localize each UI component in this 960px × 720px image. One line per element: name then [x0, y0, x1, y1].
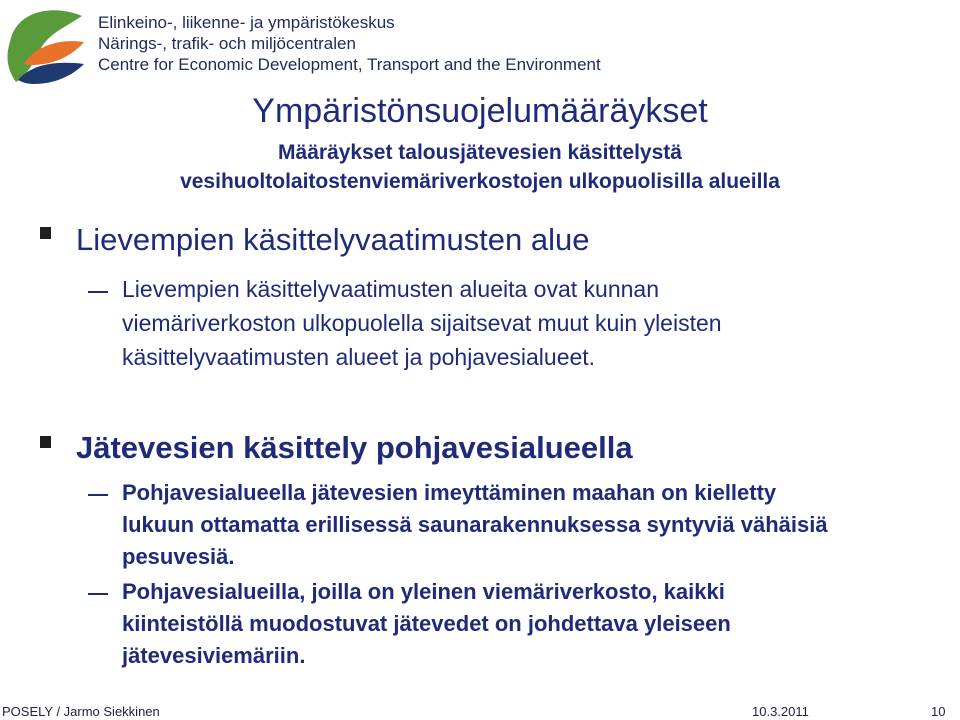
dash-bullet-icon	[88, 593, 108, 595]
section2-item1	[122, 477, 952, 573]
slide-subtitle-line1: Määräykset talousjätevesien käsittelystä	[278, 141, 682, 164]
dash-bullet-icon	[88, 291, 108, 293]
section2-item2-line3: jätevesiviemäriin.	[122, 643, 306, 668]
organization-name	[98, 12, 601, 75]
section1-line1: Lievempien käsittelyvaatimusten alueita ovat kunnan	[122, 276, 659, 302]
section2-item1-line2: lukuun ottamatta erillisessä saunarakennuksessa syntyviä vähäisiä	[122, 512, 828, 537]
section2-heading: Jätevesien käsittely pohjavesialueella	[76, 430, 633, 465]
section1-heading: Lievempien käsittelyvaatimusten alue	[76, 222, 590, 257]
slide-subtitle-line2: vesihuoltolaitostenviemäriverkostojen ulkopuolisilla alueilla	[180, 170, 780, 193]
footer-date: 10.3.2011	[752, 704, 809, 719]
ely-centre-logo	[4, 2, 88, 86]
dash-bullet-icon	[88, 494, 108, 496]
section1-line3: käsittelyvaatimusten alueet ja pohjavesialueet.	[122, 344, 596, 370]
org-name-finnish: Elinkeino-, liikenne- ja ympäristökeskus	[98, 13, 395, 32]
org-name-english: Centre for Economic Development, Transport and the Environment	[98, 55, 601, 74]
slide-title: Ympäristönsuojelumääräykset	[252, 92, 708, 130]
square-bullet-icon	[40, 227, 51, 239]
section1-paragraph	[122, 272, 952, 374]
section1-line2: viemäriverkoston ulkopuolella sijaitsevat muut kuin yleisten	[122, 310, 722, 336]
section2-item1-line1: Pohjavesialueella jätevesien imeyttäminen maahan on kielletty	[122, 480, 777, 505]
square-bullet-icon	[40, 436, 51, 448]
section2-item2-line2: kiinteistöllä muodostuvat jätevedet on johdettava yleiseen	[122, 611, 731, 636]
org-name-swedish: Närings-, trafik- och miljöcentralen	[98, 34, 356, 53]
section2-item2	[122, 576, 952, 672]
footer-page-number: 10	[931, 704, 946, 719]
section2-item2-line1: Pohjavesialueilla, joilla on yleinen viemäriverkosto, kaikki	[122, 579, 725, 604]
footer-author: POSELY / Jarmo Siekkinen	[2, 704, 160, 719]
section2-item1-line3: pesuvesiä.	[122, 544, 235, 569]
